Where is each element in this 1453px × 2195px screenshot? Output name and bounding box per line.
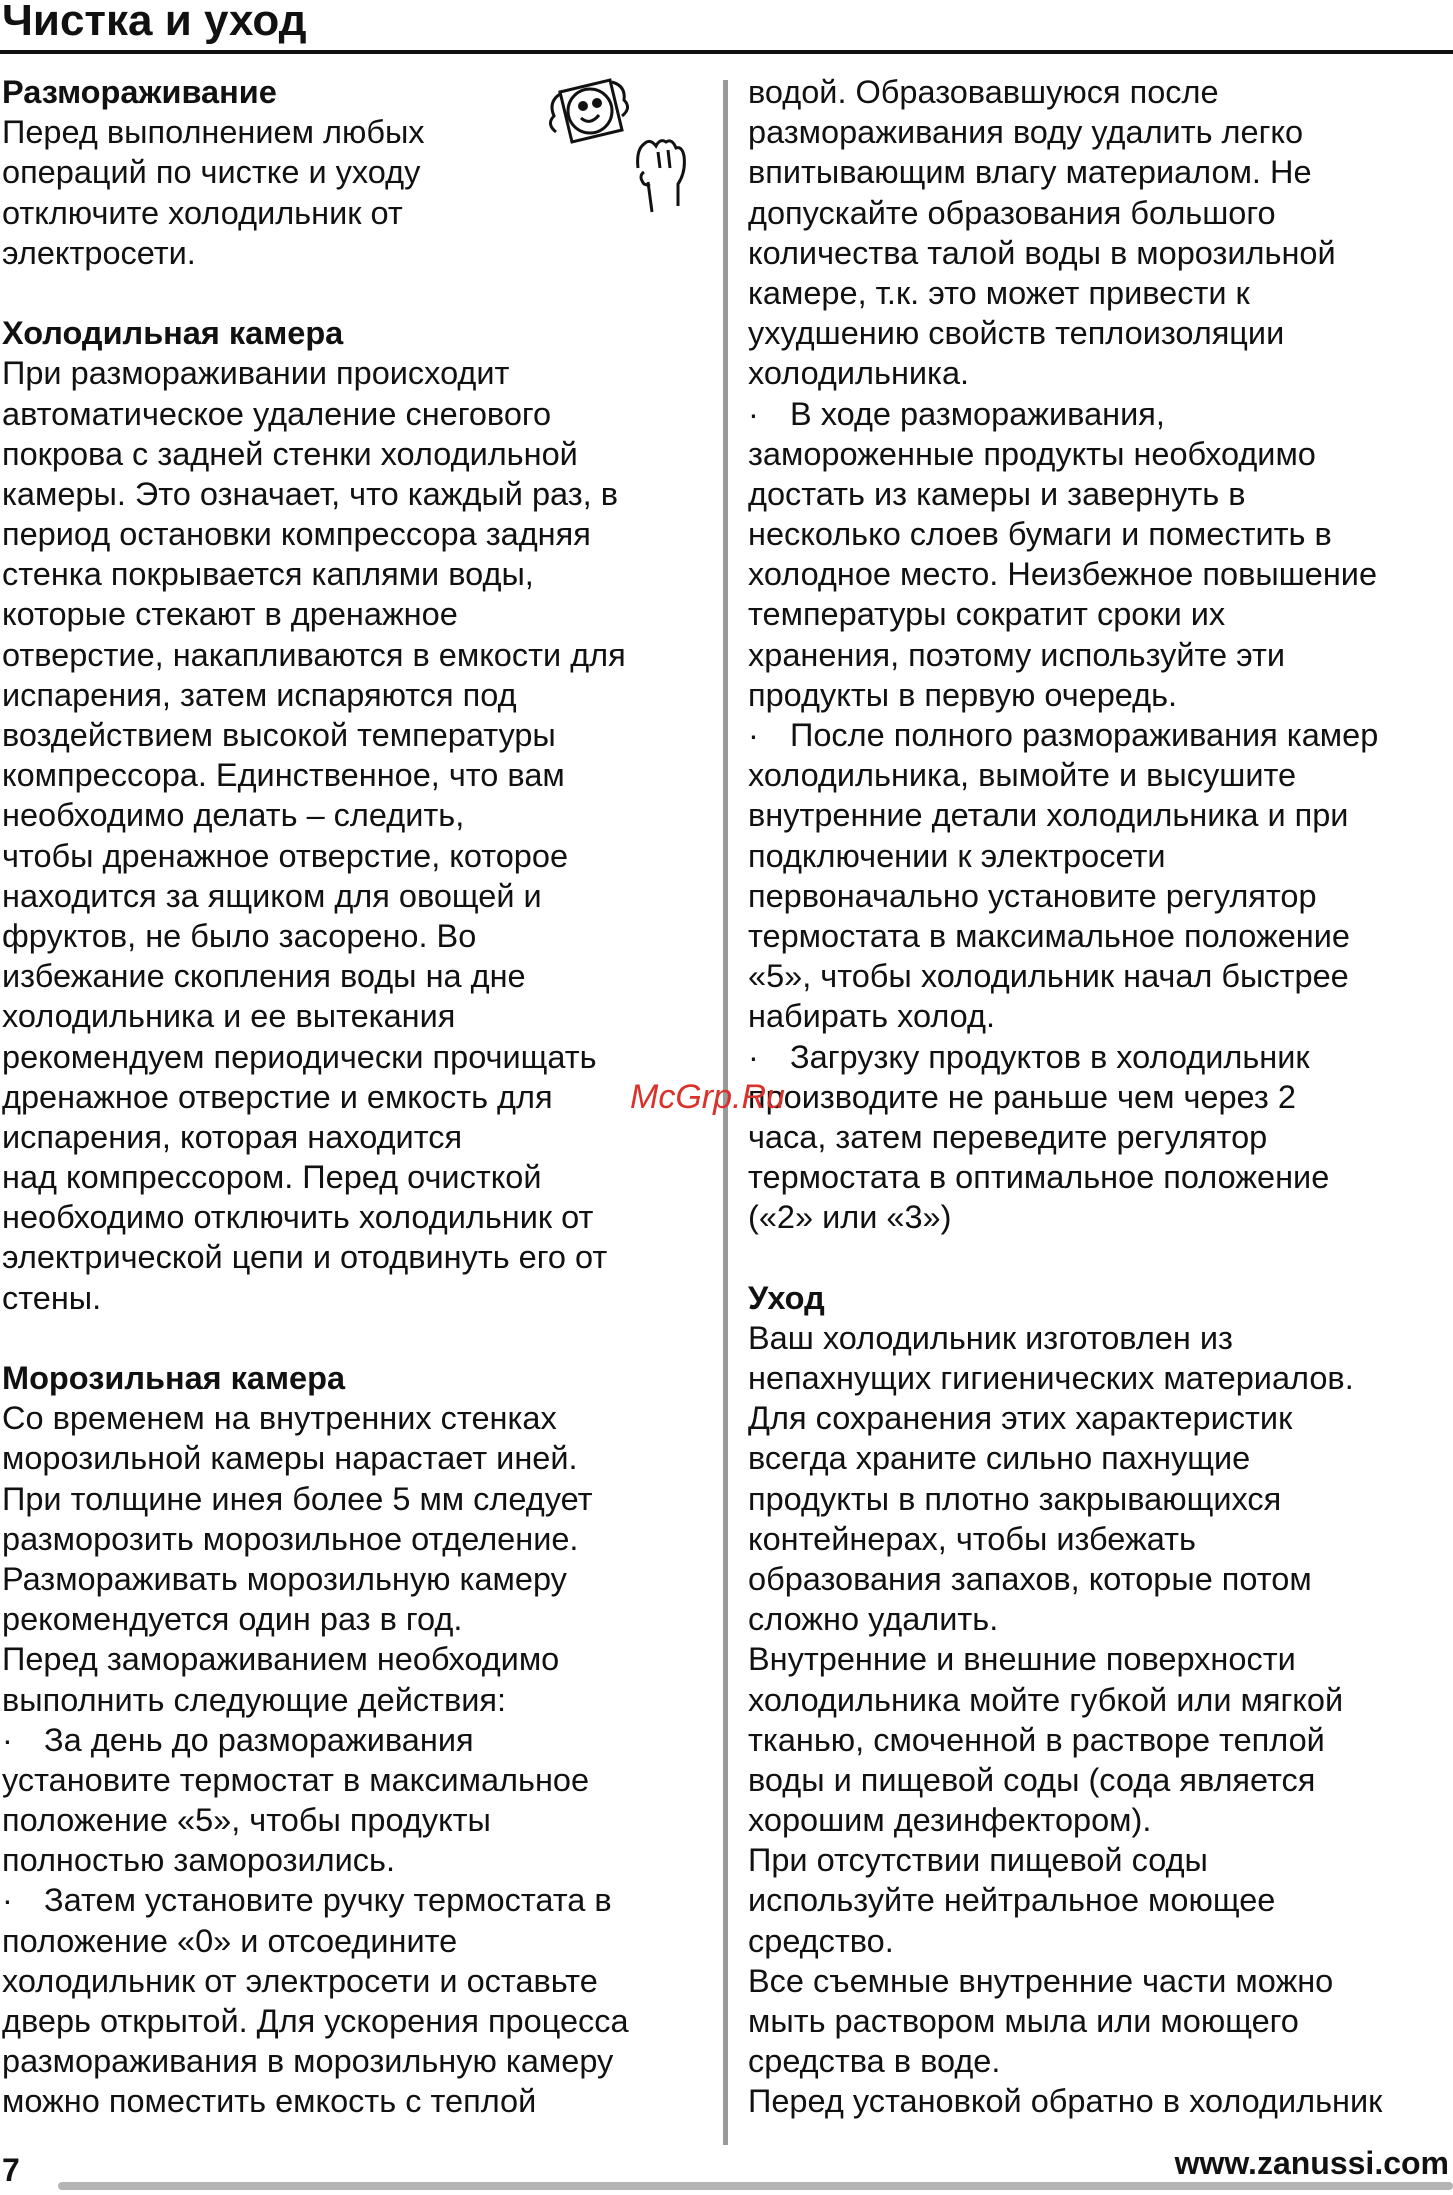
bullet-text: За день до размораживания xyxy=(44,1721,474,1758)
text-line: Для сохранения этих характеристик xyxy=(748,1400,1293,1437)
text-line: замороженные продукты необходимо xyxy=(748,435,1316,472)
text-line: всегда храните сильно пахнущие xyxy=(748,1440,1251,1477)
text-line: отключите холодильник от xyxy=(2,194,403,231)
text-line: внутренние детали холодильника и при xyxy=(748,797,1349,834)
text-line: воздействием высокой температуры xyxy=(2,717,556,753)
text-line: установите термостат в максимальное xyxy=(2,1761,590,1798)
section-heading-freezer: Морозильная камера xyxy=(2,1360,346,1396)
text-line: термостата в оптимальное положение xyxy=(748,1159,1330,1196)
watermark: McGrp.Ru xyxy=(630,1078,785,1116)
right-column xyxy=(748,72,1453,2122)
text-line: непахнущих гигиенических материалов. xyxy=(748,1360,1354,1396)
text-line: размораживания в морозильную камеру xyxy=(2,2043,614,2080)
text-line: тканью, смоченной в растворе теплой xyxy=(748,1721,1325,1758)
footer-url[interactable]: www.zanussi.com xyxy=(1174,2145,1449,2181)
text-line: контейнерах, чтобы избежать xyxy=(748,1520,1196,1557)
text-line: хранения, поэтому используйте эти xyxy=(748,636,1286,673)
bullet-line xyxy=(748,1037,1453,1077)
text-line: электрической цепи и отодвинуть его от xyxy=(2,1239,608,1276)
text-line: Размораживать морозильную камеру xyxy=(2,1560,567,1597)
text-line: стенка покрывается каплями воды, xyxy=(2,556,534,593)
text-line: находится за ящиком для овощей и xyxy=(2,877,542,914)
text-line: допускайте образования большого xyxy=(748,194,1276,231)
text-line: несколько слоев бумаги и поместить в xyxy=(748,516,1332,553)
text-line: При размораживании происходит xyxy=(2,355,510,392)
page-title: Чистка и уход xyxy=(2,0,307,45)
text-line: дверь открытой. Для ускорения процесса xyxy=(2,2003,629,2039)
bullet-text: В ходе размораживания, xyxy=(790,395,1165,432)
text-line: При толщине инея более 5 мм следует xyxy=(2,1480,593,1517)
bullet-text: Загрузку продуктов в холодильник xyxy=(790,1038,1310,1075)
text-line: разморозить морозильное отделение. xyxy=(2,1520,579,1557)
bullet-dot: · xyxy=(748,395,759,432)
text-line: холодильника мойте губкой или мягкой xyxy=(748,1681,1344,1718)
text-line: компрессора. Единственное, что вам xyxy=(2,757,565,794)
text-line: хорошим дезинфектором). xyxy=(748,1802,1152,1839)
text-line: камере, т.к. это может привести к xyxy=(748,274,1250,311)
text-line: («2» или «3») xyxy=(748,1199,952,1236)
bullet-dot: · xyxy=(748,1038,759,1075)
text-line: производите не раньше чем через 2 xyxy=(748,1078,1296,1115)
text-line: средство. xyxy=(748,1922,894,1959)
text-line: холодильник от электросети и оставьте xyxy=(2,1962,598,1999)
text-line: температуры сократит сроки их xyxy=(748,596,1226,633)
text-line: которые стекают в дренажное xyxy=(2,596,458,633)
text-line: При отсутствии пищевой соды xyxy=(748,1842,1208,1879)
text-line: продукты в плотно закрывающихся xyxy=(748,1480,1282,1517)
text-line: Внутренние и внешние поверхности xyxy=(748,1641,1296,1678)
text-line: операций по чистке и уходу xyxy=(2,154,421,191)
text-line: выполнить следующие действия: xyxy=(2,1681,507,1718)
text-line: над компрессором. Перед очисткой xyxy=(2,1159,542,1196)
text-line: дренажное отверстие и емкость для xyxy=(2,1078,553,1115)
text-line: полностью заморозились. xyxy=(2,1842,395,1879)
text-line: количества талой воды в морозильной xyxy=(748,234,1336,271)
text-line: термостата в максимальное положение xyxy=(748,917,1350,954)
text-line: водой. Образовавшуюся после xyxy=(748,74,1219,110)
bullet-line xyxy=(748,394,1453,434)
bullet-line xyxy=(2,1880,702,1920)
text-line: первоначально установите регулятор xyxy=(748,877,1317,914)
bullet-dot: · xyxy=(748,717,759,753)
text-line: морозильной камеры нарастает иней. xyxy=(2,1440,578,1477)
text-line: часа, затем переведите регулятор xyxy=(748,1118,1268,1155)
text-line: покрова с задней стенки холодильной xyxy=(2,435,578,472)
text-line: избежание скопления воды на дне xyxy=(2,958,526,995)
text-line: «5», чтобы холодильник начал быстрее xyxy=(748,958,1349,995)
title-rule xyxy=(0,50,1453,54)
text-line: образования запахов, которые потом xyxy=(748,1560,1312,1597)
text-line: подключении к электросети xyxy=(748,837,1166,874)
text-line: Перед замораживанием необходимо xyxy=(2,1641,560,1678)
section-heading-fridge: Холодильная камера xyxy=(2,315,344,352)
bullet-line xyxy=(748,715,1453,755)
text-line: Перед выполнением любых xyxy=(2,114,425,151)
text-line: стены. xyxy=(2,1279,102,1316)
bullet-dot: · xyxy=(2,1721,13,1758)
text-line: мыть раствором мыла или моющего xyxy=(748,2003,1299,2039)
text-line: набирать холод. xyxy=(748,998,996,1035)
text-line: рекомендуется один раз в год. xyxy=(2,1601,463,1638)
bullet-text: После полного размораживания камер xyxy=(790,717,1379,753)
text-line: испарения, затем испаряются под xyxy=(2,676,517,713)
text-line: размораживания воду удалить легко xyxy=(748,114,1304,151)
text-line: сложно удалить. xyxy=(748,1601,999,1638)
text-line: холодильника. xyxy=(748,355,970,392)
text-line: Все съемные внутренние части можно xyxy=(748,1962,1334,1999)
footer-bar xyxy=(58,2182,1453,2190)
text-line: Ваш холодильник изготовлен из xyxy=(748,1319,1233,1356)
text-line: холодильника и ее вытекания xyxy=(2,998,456,1035)
text-line: рекомендуем периодически прочищать xyxy=(2,1038,597,1075)
text-line: период остановки компрессора задняя xyxy=(2,516,591,553)
text-line: необходимо отключить холодильник от xyxy=(2,1199,594,1236)
text-line: ухудшению свойств теплоизоляции xyxy=(748,315,1285,352)
text-line: воды и пищевой соды (сода является xyxy=(748,1761,1316,1798)
text-line: чтобы дренажное отверстие, которое xyxy=(2,837,569,874)
text-line: необходимо делать – следить, xyxy=(2,797,465,834)
text-line: средства в воде. xyxy=(748,2043,1001,2080)
text-line: электросети. xyxy=(2,234,196,271)
text-line: используйте нейтральное моющее xyxy=(748,1882,1276,1919)
text-line: автоматическое удаление снегового xyxy=(2,395,552,432)
text-line: достать из камеры и завернуть в xyxy=(748,475,1246,512)
left-column xyxy=(2,72,702,2122)
text-line: продукты в первую очередь. xyxy=(748,676,1178,713)
bullet-dot: · xyxy=(2,1882,13,1919)
bullet-line xyxy=(2,1720,702,1760)
text-line: холодное место. Неизбежное повышение xyxy=(748,556,1378,593)
text-line: холодильника, вымойте и высушите xyxy=(748,757,1297,794)
text-line: положение «0» и отсоедините xyxy=(2,1922,458,1959)
text-line: можно поместить емкость с теплой xyxy=(2,2083,537,2120)
text-line: фруктов, не было засорено. Во xyxy=(2,917,477,954)
text-line: камеры. Это означает, что каждый раз, в xyxy=(2,475,618,512)
text-line: испарения, которая находится xyxy=(2,1118,463,1155)
bullet-text: Затем установите ручку термостата в xyxy=(44,1882,612,1919)
text-line: отверстие, накапливаются в емкости для xyxy=(2,636,626,673)
text-line: Перед установкой обратно в холодильник xyxy=(748,2083,1383,2120)
text-line: впитывающим влагу материалом. Не xyxy=(748,154,1312,191)
text-line: Со временем на внутренних стенках xyxy=(2,1400,557,1437)
section-heading-care: Уход xyxy=(748,1279,825,1316)
section-heading-defrost: Размораживание xyxy=(2,74,277,110)
text-line: положение «5», чтобы продукты xyxy=(2,1802,491,1839)
page-number: 7 xyxy=(2,2152,20,2188)
